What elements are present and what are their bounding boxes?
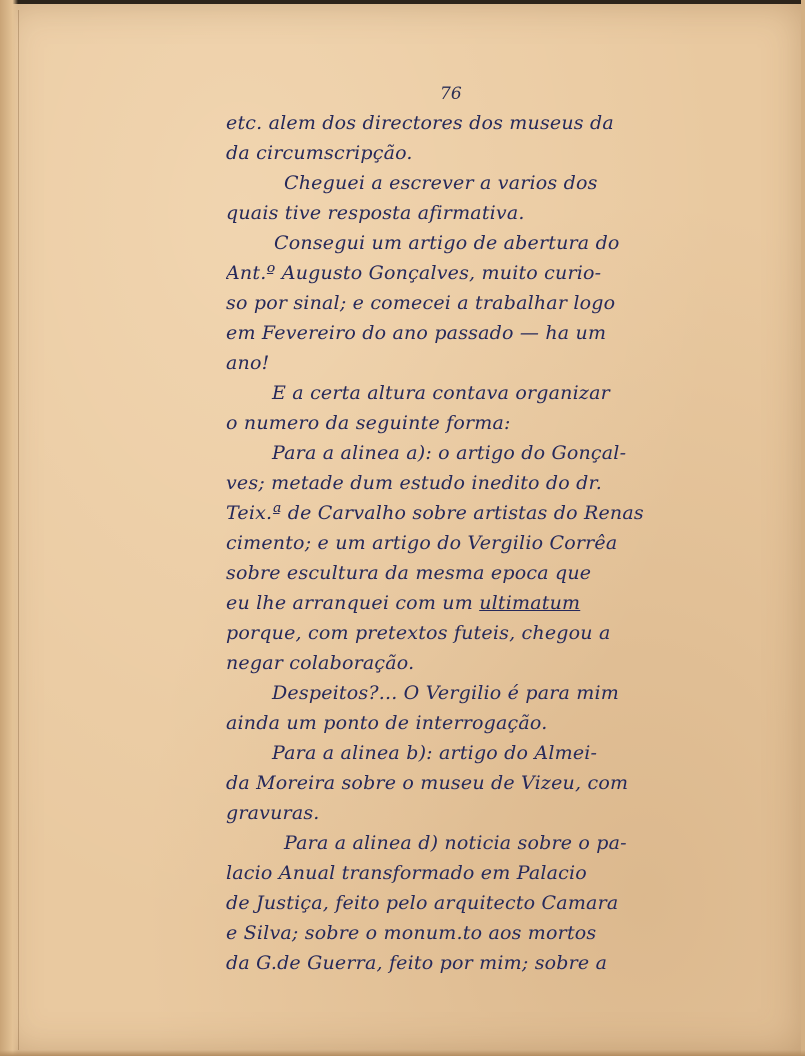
text-line: e Silva; sobre o monum.to aos mortos: [226, 922, 597, 944]
text-line: Para a alinea d) noticia sobre o pa-: [284, 832, 627, 854]
text-line: Ant.º Augusto Gonçalves, muito curio-: [226, 262, 602, 284]
text-line: lacio Anual transformado em Palacio: [226, 862, 587, 884]
text-line: Para a alinea b): artigo do Almei-: [272, 742, 598, 764]
text-line: sobre escultura da mesma epoca que: [226, 562, 592, 584]
text-line: da G.de Guerra, feito por mim; sobre a: [226, 952, 608, 974]
underlined-word: ultimatum: [479, 592, 581, 614]
text-line: ves; metade dum estudo inedito do dr.: [226, 472, 602, 494]
scan-right-edge: [801, 0, 805, 1056]
text-line: ano!: [226, 352, 270, 374]
text-line: E a certa altura contava organizar: [272, 382, 610, 404]
text-line: Teix.ª de Carvalho sobre artistas do Renas: [226, 502, 644, 524]
text-line: ainda um ponto de interrogação.: [226, 712, 548, 734]
text-line: da Moreira sobre o museu de Vizeu, com: [226, 772, 629, 794]
text-line: etc. alem dos directores dos museus da: [226, 112, 614, 134]
text-line: porque, com pretextos futeis, chegou a: [226, 622, 611, 644]
text-line: Cheguei a escrever a varios dos: [284, 172, 598, 194]
text-line: Para a alinea a): o artigo do Gonçal-: [272, 442, 627, 464]
binding-fold-line: [18, 10, 19, 1050]
text-line: so por sinal; e comecei a trabalhar logo: [226, 292, 616, 314]
text-line: da circumscripção.: [226, 142, 413, 164]
scan-bottom-edge: [0, 1050, 805, 1056]
text-line: quais tive resposta afirmativa.: [226, 202, 525, 224]
binding-margin: [0, 0, 18, 1056]
handwritten-body: [226, 108, 704, 978]
scan-top-edge: [0, 0, 805, 4]
text-line: gravuras.: [226, 802, 320, 824]
text-line-start: eu lhe arranquei com um: [226, 592, 473, 614]
text-line: Despeitos?... O Vergilio é para mim: [272, 682, 620, 704]
text-line: o numero da seguinte forma:: [226, 412, 511, 434]
text-line: negar colaboração.: [226, 652, 415, 674]
text-line: cimento; e um artigo do Vergilio Corrêa: [226, 532, 618, 554]
text-line: Consegui um artigo de abertura do: [274, 232, 620, 254]
text-line: [226, 588, 704, 618]
text-line: de Justiça, feito pelo arquitecto Camara: [226, 892, 619, 914]
text-line: em Fevereiro do ano passado — ha um: [226, 322, 607, 344]
page-number: 76: [440, 84, 462, 104]
